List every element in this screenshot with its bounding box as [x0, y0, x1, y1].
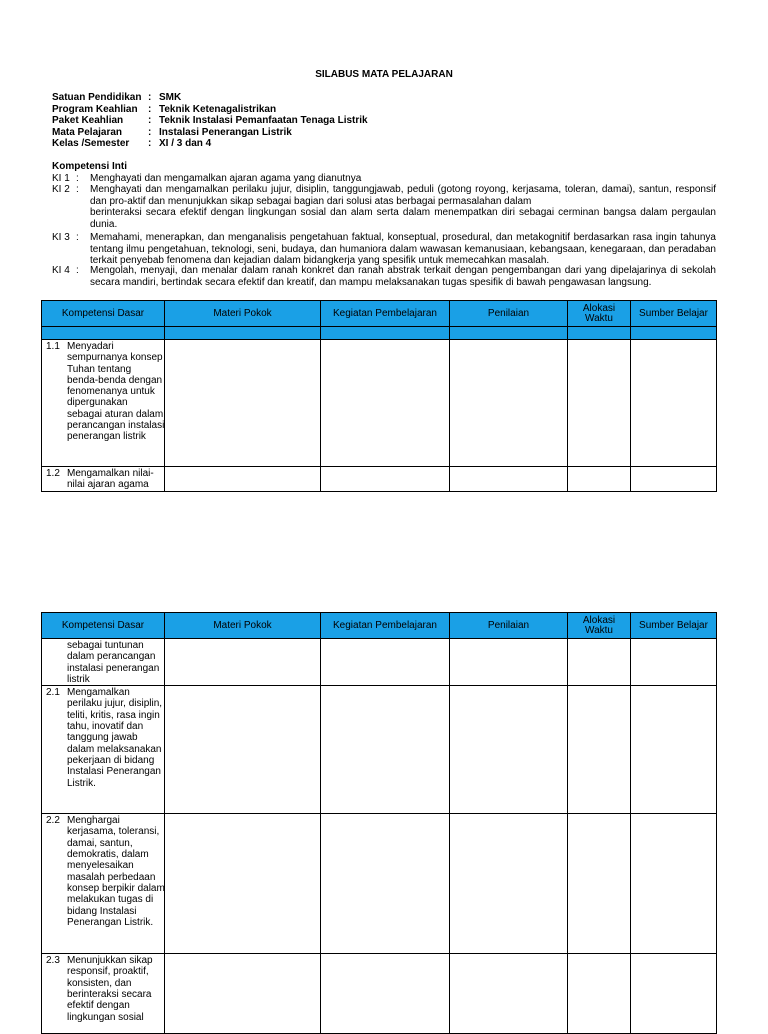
column-header: Materi Pokok [165, 301, 321, 327]
kd-text: sebagai tuntunan dalam perancangan instalasi penerangan listrik [67, 640, 160, 685]
kd-text: Menyadari sempurnanya konsep Tuhan tentang benda-benda dengan fenomenanya untuk dipergunakan sebagai aturan dalam perancangan instalasi penerangan listrik [67, 341, 165, 443]
ki-text: Mengolah, menyaji, dan menalar dalam ranah konkret dan ranah abstrak terkait dengan pengembangan dari yang dipelajarinya di sekolah secara mandiri, bertindak secara efektif dan kreatif, dan mampu melaksanakan tugas spesifik di bawah pengawasan langsung. [90, 265, 716, 288]
info-label: Paket Keahlian [52, 115, 124, 126]
column-header: Penilaian [450, 301, 568, 327]
syllabus-table-2 [41, 612, 717, 1034]
table-header-row [42, 301, 717, 327]
info-row: Mata Pelajaran : Instalasi Penerangan Listrik [52, 126, 292, 138]
ki-item: KI 2 : Menghayati dan mengamalkan perilaku jujur, disiplin, tanggungjawab, peduli (gotong royong, kerjasama, toleran, damai), santun, responsif dan pro-aktif dan menunjukkan sikap sebagai bagian dari solusi atas berbagai permasalahan dalam berinteraksi secara efektif dengan lingkungan sosial dan alam serta dalam menempatkan diri sebagai cerminan bangsa dalam pergaulan dunia. [52, 184, 716, 230]
info-value: SMK [159, 92, 182, 103]
info-label: Mata Pelajaran [52, 126, 123, 138]
info-label: Program Keahlian [52, 103, 138, 115]
table-row [42, 639, 717, 686]
ki-label: KI 3 [52, 232, 70, 243]
kd-text: Menghargai kerjasama, toleransi, damai, santun, demokratis, dalam menyelesaikan masalah perbedaan konsep berpikir dalam melakukan tugas di bidang Instalasi Penerangan Listrik. [67, 815, 165, 928]
table-row [42, 954, 717, 1034]
page-title: SILABUS MATA PELAJARAN [315, 69, 453, 80]
kd-text: Mengamalkan perilaku jujur, disiplin, teliti, kritis, rasa ingin tahu, inovatif dan tanggung jawab dalam melaksanakan pekerjaan di bidang Instalasi Penerangan Listrik. [67, 687, 163, 789]
column-header: Alokasi Waktu [568, 301, 631, 327]
kd-number: 1.2 [46, 468, 60, 479]
column-header: Sumber Belajar [631, 613, 717, 639]
column-header: Kegiatan Pembelajaran [321, 613, 450, 639]
column-header: Penilaian [450, 613, 568, 639]
info-row: Paket Keahlian : Teknik Instalasi Pemanfaatan Tenaga Listrik [52, 115, 368, 126]
table-header-row [42, 613, 717, 639]
info-value: Instalasi Penerangan Listrik [159, 126, 292, 138]
column-header: Kompetensi Dasar [42, 301, 165, 327]
kd-number: 2.3 [46, 955, 60, 967]
kompetensi-inti-heading: Kompetensi Inti [52, 161, 128, 172]
ki-text: Memahami, menerapkan, dan menganalisis pengetahuan faktual, konseptual, prosedural, dan metakognitif berdasarkan rasa ingin tahunya tentang ilmu pengetahuan, teknologi, seni, budaya, dan humaniora dalam wawasan kemanusiaan, kebangsaan, kenegaraan, dan peradaban terkait penyebab fenomena dan kejadian dalam bidangkerja yang spesifik untuk memecahkan masalah. [90, 232, 716, 267]
kd-number: 2.2 [46, 815, 60, 827]
column-header: Sumber Belajar [631, 301, 717, 327]
table-row [42, 814, 717, 954]
ki-label: KI 4 [52, 265, 70, 276]
kd-text: Menunjukkan sikap responsif, proaktif, konsisten, dan berinteraksi secara efektif dengan lingkungan sosial [67, 955, 153, 1023]
syllabus-table-1 [41, 300, 717, 492]
info-value: XI / 3 dan 4 [159, 138, 212, 149]
table-row [42, 686, 717, 814]
info-label: Satuan Pendidikan [52, 92, 142, 103]
kd-number: 2.1 [46, 687, 60, 699]
info-row: Satuan Pendidikan : SMK [52, 92, 182, 103]
ki-text: berinteraksi secara efektif dengan lingkungan sosial dan alam serta dalam menempatkan diri sebagai cerminan bangsa dalam pergaulan dunia. [90, 207, 716, 230]
ki-text: Menghayati dan mengamalkan perilaku jujur, disiplin, tanggungjawab, peduli (gotong royong, kerjasama, toleran, damai), santun, responsif dan pro-aktif dan menunjukkan sikap sebagai bagian dari solusi atas berbagai permasalahan dalam [90, 184, 716, 207]
ki-item: KI 1 : Menghayati dan mengamalkan ajaran agama yang dianutnya [52, 173, 716, 185]
table-header-spacer [42, 327, 717, 340]
info-row: Kelas /Semester : XI / 3 dan 4 [52, 138, 212, 149]
info-value: Teknik Instalasi Pemanfaatan Tenaga Listrik [159, 115, 368, 126]
column-header: Kegiatan Pembelajaran [321, 301, 450, 327]
column-header: Materi Pokok [165, 613, 321, 639]
info-label: Kelas /Semester [52, 138, 130, 149]
ki-item: KI 3 : Memahami, menerapkan, dan menganalisis pengetahuan faktual, konseptual, prosedural, dan metakognitif berdasarkan rasa ingin tahunya tentang ilmu pengetahuan, teknologi, seni, budaya, dan humaniora dalam wawasan kemanusiaan, kebangsaan, kenegaraan, dan peradaban terkait penyebab fenomena dan kejadian dalam bidangkerja yang spesifik untuk memecahkan masalah. [52, 232, 716, 267]
ki-label: KI 1 [52, 173, 70, 184]
column-header: Alokasi Waktu [568, 613, 631, 639]
info-row: Program Keahlian : Teknik Ketenagalistrikan [52, 103, 277, 115]
table-row [42, 340, 717, 467]
column-header: Kompetensi Dasar [42, 613, 165, 639]
ki-text: Menghayati dan mengamalkan ajaran agama yang dianutnya [90, 173, 362, 184]
info-value: Teknik Ketenagalistrikan [159, 103, 277, 115]
kd-text: Mengamalkan nilai-nilai ajaran agama [67, 468, 154, 491]
identity-block [52, 92, 368, 150]
ki-label: KI 2 [52, 184, 70, 195]
kd-number: 1.1 [46, 341, 60, 352]
ki-item: KI 4 : Mengolah, menyaji, dan menalar dalam ranah konkret dan ranah abstrak terkait dengan pengembangan dari yang dipelajarinya di sekolah secara mandiri, bertindak secara efektif dan kreatif, dan mampu melaksanakan tugas spesifik di bawah pengawasan langsung. [52, 265, 716, 288]
table-row [42, 467, 717, 492]
